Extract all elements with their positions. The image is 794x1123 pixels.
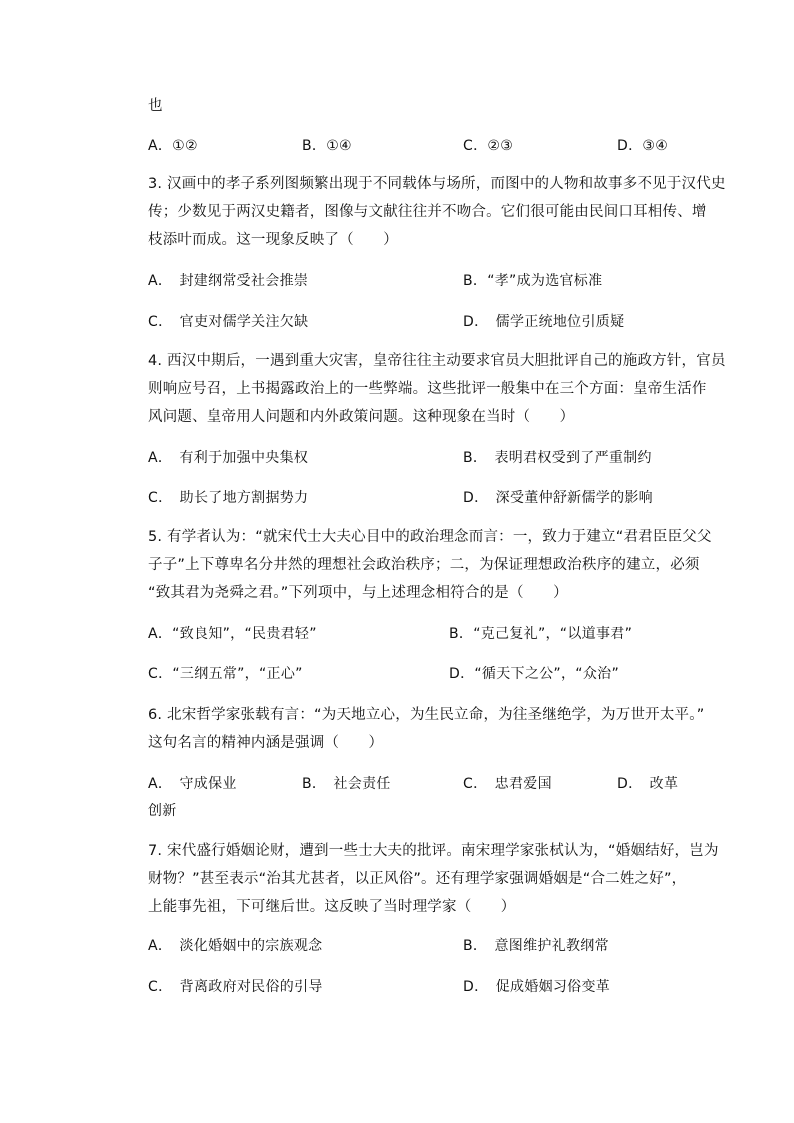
- q3-option-b[interactable]: B．“孝”成为选官标准: [463, 273, 603, 289]
- q5-stem-line-2: 子子”上下尊卑名分井然的理想社会政治秩序；二，为保证理想政治秩序的建立，必须: [148, 557, 700, 573]
- q6-option-c[interactable]: C． 忠君爱国: [463, 776, 552, 792]
- q3-stem-line-2: 传；少数见于两汉史籍者，图像与文献往往并不吻合。它们很可能由民间口耳相传、增: [148, 204, 707, 220]
- q6-option-a[interactable]: A． 守成保业: [148, 776, 237, 792]
- q6-stem-line-2: 这句名言的精神内涵是强调（ ）: [148, 735, 384, 751]
- q4-option-b[interactable]: B． 表明君权受到了严重制约: [463, 450, 652, 466]
- q6-option-d[interactable]: D． 改革: [617, 776, 679, 792]
- q7-option-d[interactable]: D． 促成婚姻习俗变革: [463, 979, 611, 995]
- q4-option-c[interactable]: C． 助长了地方割据势力: [148, 490, 309, 506]
- q5-option-b[interactable]: B．“克己复礼”，“以道事君”: [449, 626, 633, 642]
- q7-stem-line-1: 7. 宋代盛行婚姻论财，遭到一些士大夫的批评。南宋理学家张栻认为，“婚姻结好，岂为: [148, 843, 719, 859]
- q2-option-a[interactable]: A．①②: [148, 138, 198, 154]
- q5-option-d[interactable]: D．“循天下之公”，“众治”: [449, 666, 619, 682]
- q3-option-a[interactable]: A． 封建纲常受社会推崇: [148, 273, 309, 289]
- q5-option-c[interactable]: C．“三纲五常”，“正心”: [148, 666, 303, 682]
- q7-option-a[interactable]: A． 淡化婚姻中的宗族观念: [148, 938, 323, 954]
- q7-stem-line-3: 上能事先祖，下可继后世。这反映了当时理学家（ ）: [148, 899, 516, 915]
- q3-option-c[interactable]: C． 官吏对儒学关注欠缺: [148, 314, 309, 330]
- q5-stem-line-3: “致其君为尧舜之君。”下列项中，与上述理念相符合的是（ ）: [148, 585, 568, 601]
- q6-stem-line-1: 6. 北宋哲学家张载有言：“为天地立心，为生民立命，为往圣继绝学，为万世开太平。”: [148, 707, 705, 723]
- q7-stem-line-2: 财物？”甚至表示“治其尤甚者，以正风俗”。还有理学家强调婚姻是“合二姓之好”，: [148, 871, 687, 887]
- q2-option-d[interactable]: D．③④: [617, 138, 669, 154]
- q4-option-d[interactable]: D． 深受董仲舒新儒学的影响: [463, 490, 653, 506]
- q6-option-b[interactable]: B． 社会责任: [302, 776, 391, 792]
- q2-continuation: 也: [148, 98, 163, 114]
- q2-option-b[interactable]: B．①④: [302, 138, 352, 154]
- q6-option-d-continuation: 创新: [148, 803, 177, 819]
- q4-stem-line-3: 风问题、皇帝用人问题和内外政策问题。这种现象在当时（ ）: [148, 409, 575, 425]
- q2-option-c[interactable]: C．②③: [463, 138, 514, 154]
- q3-stem-line-1: 3. 汉画中的孝子系列图频繁出现于不同载体与场所，而图中的人物和故事多不见于汉代史: [148, 176, 726, 192]
- q4-stem-line-1: 4. 西汉中期后，一遇到重大灾害，皇帝往往主动要求官员大胆批评自己的施政方针，官员: [148, 353, 726, 369]
- q3-option-d[interactable]: D． 儒学正统地位引质疑: [463, 314, 625, 330]
- q4-option-a[interactable]: A． 有利于加强中央集权: [148, 450, 309, 466]
- q7-option-c[interactable]: C． 背离政府对民俗的引导: [148, 979, 323, 995]
- q7-option-b[interactable]: B． 意图维护礼教纲常: [463, 938, 609, 954]
- q5-stem-line-1: 5. 有学者认为：“就宋代士大夫心目中的政治理念而言：一，致力于建立“君君臣臣父父: [148, 529, 712, 545]
- q3-stem-line-3: 枝添叶而成。这一现象反映了（ ）: [148, 232, 398, 248]
- q5-option-a[interactable]: A．“致良知”，“民贵君轻”: [148, 626, 317, 642]
- q4-stem-line-2: 则响应号召，上书揭露政治上的一些弊端。这些批评一般集中在三个方面：皇帝生活作: [148, 381, 707, 397]
